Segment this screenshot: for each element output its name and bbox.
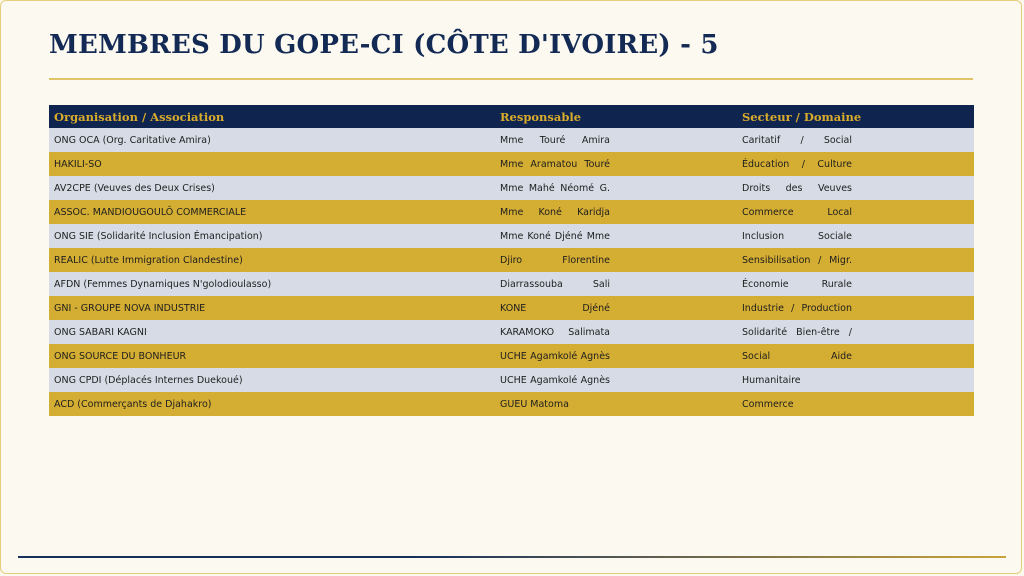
organisation-cell: GNI - GROUPE NOVA INDUSTRIE xyxy=(49,296,495,320)
table-header-row xyxy=(49,105,974,128)
table-row xyxy=(49,128,974,152)
members-table xyxy=(49,105,974,416)
responsable-cell: Mme Koné Djéné Mme xyxy=(500,230,610,242)
organisation-cell: ASSOC. MANDIOUGOULÔ COMMERCIALE xyxy=(49,200,495,224)
secteur-cell: Commerce xyxy=(742,398,794,410)
secteur-cell: Économie Rurale xyxy=(742,278,852,290)
responsable-cell: GUEU Matoma xyxy=(500,398,569,410)
secteur-cell: Caritatif / Social xyxy=(742,134,852,146)
table-row xyxy=(49,368,974,392)
secteur-cell: Industrie / Production xyxy=(742,302,852,314)
table-row xyxy=(49,248,974,272)
responsable-cell: Djiro Florentine xyxy=(500,254,610,266)
responsable-cell: UCHE Agamkolé Agnès xyxy=(500,374,610,386)
table-row xyxy=(49,320,974,344)
responsable-cell: KONE Djéné xyxy=(500,302,610,314)
organisation-cell: ONG SABARI KAGNI xyxy=(49,320,495,344)
organisation-cell: AV2CPE (Veuves des Deux Crises) xyxy=(49,176,495,200)
responsable-cell: Diarrassouba Sali xyxy=(500,278,610,290)
responsable-cell: UCHE Agamkolé Agnès xyxy=(500,350,610,362)
organisation-cell: HAKILI-SO xyxy=(49,152,495,176)
table-row xyxy=(49,200,974,224)
table-row xyxy=(49,152,974,176)
organisation-cell: AFDN (Femmes Dynamiques N'golodioulasso) xyxy=(49,272,495,296)
responsable-cell: Mme Touré Amira xyxy=(500,134,610,146)
secteur-cell: Éducation / Culture xyxy=(742,158,852,170)
secteur-cell: Social Aide xyxy=(742,350,852,362)
title-divider xyxy=(49,78,973,80)
responsable-cell: KARAMOKO Salimata xyxy=(500,326,610,338)
table-row xyxy=(49,272,974,296)
column-header-responsable: Responsable xyxy=(495,105,737,128)
table-row xyxy=(49,344,974,368)
responsable-cell: Mme Aramatou Touré xyxy=(500,158,610,170)
table-row xyxy=(49,176,974,200)
secteur-cell: Inclusion Sociale xyxy=(742,230,852,242)
table-row xyxy=(49,224,974,248)
organisation-cell: ONG SIE (Solidarité Inclusion Émancipation) xyxy=(49,224,495,248)
column-header-secteur: Secteur / Domaine xyxy=(737,105,974,128)
secteur-cell: Humanitaire xyxy=(742,374,801,386)
slide-title: MEMBRES DU GOPE-CI (CÔTE D'IVOIRE) - 5 xyxy=(49,30,719,60)
column-header-organisation: Organisation / Association xyxy=(49,105,495,128)
secteur-cell: Solidarité Bien-être / xyxy=(742,326,852,338)
responsable-cell: Mme Mahé Néomé G. xyxy=(500,182,610,194)
footer-divider xyxy=(18,556,1006,558)
organisation-cell: ONG SOURCE DU BONHEUR xyxy=(49,344,495,368)
secteur-cell: Commerce Local xyxy=(742,206,852,218)
organisation-cell: ACD (Commerçants de Djahakro) xyxy=(49,392,495,416)
secteur-cell: Droits des Veuves xyxy=(742,182,852,194)
secteur-cell: Sensibilisation / Migr. xyxy=(742,254,852,266)
organisation-cell: ONG CPDI (Déplacés Internes Duekoué) xyxy=(49,368,495,392)
table-row xyxy=(49,296,974,320)
organisation-cell: ONG OCA (Org. Caritative Amira) xyxy=(49,128,495,152)
organisation-cell: REALIC (Lutte Immigration Clandestine) xyxy=(49,248,495,272)
table-row xyxy=(49,392,974,416)
responsable-cell: Mme Koné Karidja xyxy=(500,206,610,218)
